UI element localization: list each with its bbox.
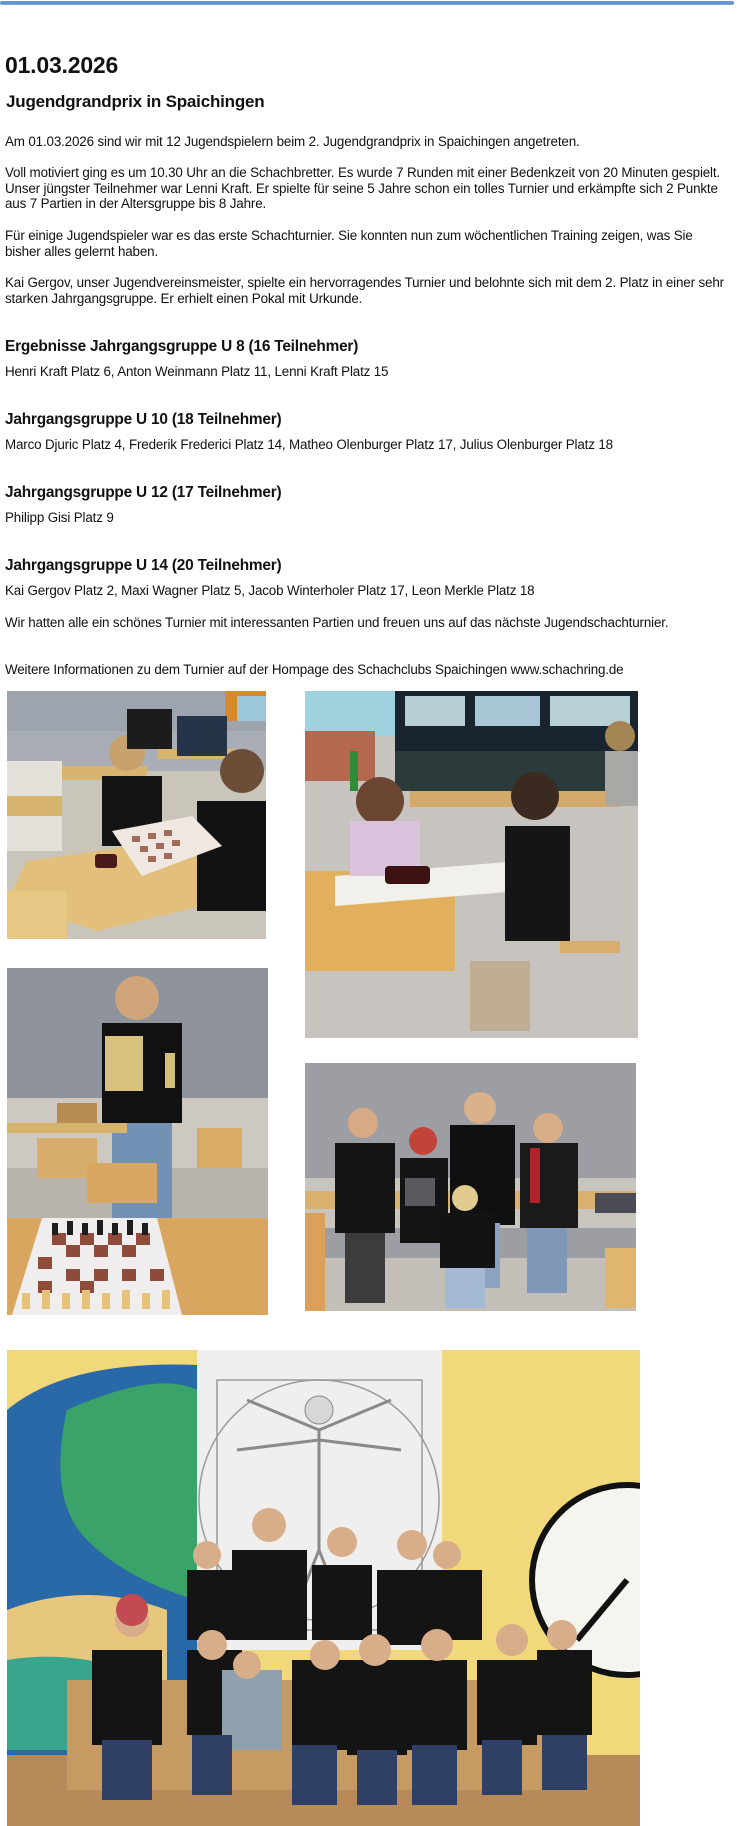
results-heading-u8: Ergebnisse Jahrgangsgruppe U 8 (16 Teilnehmer) [5,338,359,355]
body-paragraph: Für einige Jugendspieler war es das erste Schachturnier. Sie konnten nun zum wöchentlichen Training zeigen, was Sie bisher alles gelernt haben. [5,228,693,259]
results-text-u14: Kai Gergov Platz 2, Maxi Wagner Platz 5, Jacob Winterholer Platz 17, Leon Merkle Platz 18 [5,583,535,598]
photo-girl-boy-chess [305,691,638,1038]
top-accent-rule [0,1,734,5]
body-paragraph: Voll motiviert ging es um 10.30 Uhr an die Schachbretter. Es wurde 7 Runden mit einer Bedenkzeit von 20 Minuten gespielt. Unser jüngster Teilnehmer war Lenni Kraft. Er spielte für seine 5 Jahre schon ein tolles Turnier und erkämpfte sich 2 Punkte aus 7 Partien in der Altersgruppe bis 8 Jahre. [5,165,721,212]
results-text-u8: Henri Kraft Platz 6, Anton Weinmann Platz 11, Lenni Kraft Platz 15 [5,364,389,379]
more-info-paragraph: Weitere Informationen zu dem Turnier auf der Hompage des Schachclubs Spaichingen www.schachring.de [5,662,624,677]
photo-image [305,1063,636,1311]
results-heading-u10: Jahrgangsgruppe U 10 (18 Teilnehmer) [5,411,282,428]
photo-image [7,968,268,1315]
photo-chess-classroom [7,691,266,939]
photo-image [7,1350,640,1826]
article-title: Jugendgrandprix in Spaichingen [6,92,265,111]
intro-paragraph: Am 01.03.2026 sind wir mit 12 Jugendspielern beim 2. Jugendgrandprix in Spaichingen angetreten. [5,134,580,149]
body-paragraph: Kai Gergov, unser Jugendvereinsmeister, spielte ein hervorragendes Turnier und belohnte sich mit dem 2. Platz in einer sehr starken Jahrgangsgruppe. Er erhielt einen Pokal mit Urkunde. [5,275,724,306]
photo-trophy-certificate [7,968,268,1315]
article-date: 01.03.2026 [5,52,119,78]
photo-image [305,691,638,1038]
results-text-u12: Philipp Gisi Platz 9 [5,510,114,525]
photo-five-players [305,1063,636,1311]
photo-image [7,691,266,939]
closing-paragraph: Wir hatten alle ein schönes Turnier mit interessanten Partien und freuen uns auf das nächste Jugendschachturnier. [5,615,669,630]
results-text-u10: Marco Djuric Platz 4, Frederik Frederici Platz 14, Matheo Olenburger Platz 17, Julius Olenburger Platz 18 [5,437,613,452]
photo-group [7,1350,640,1826]
results-heading-u14: Jahrgangsgruppe U 14 (20 Teilnehmer) [5,557,282,574]
results-heading-u12: Jahrgangsgruppe U 12 (17 Teilnehmer) [5,484,282,501]
